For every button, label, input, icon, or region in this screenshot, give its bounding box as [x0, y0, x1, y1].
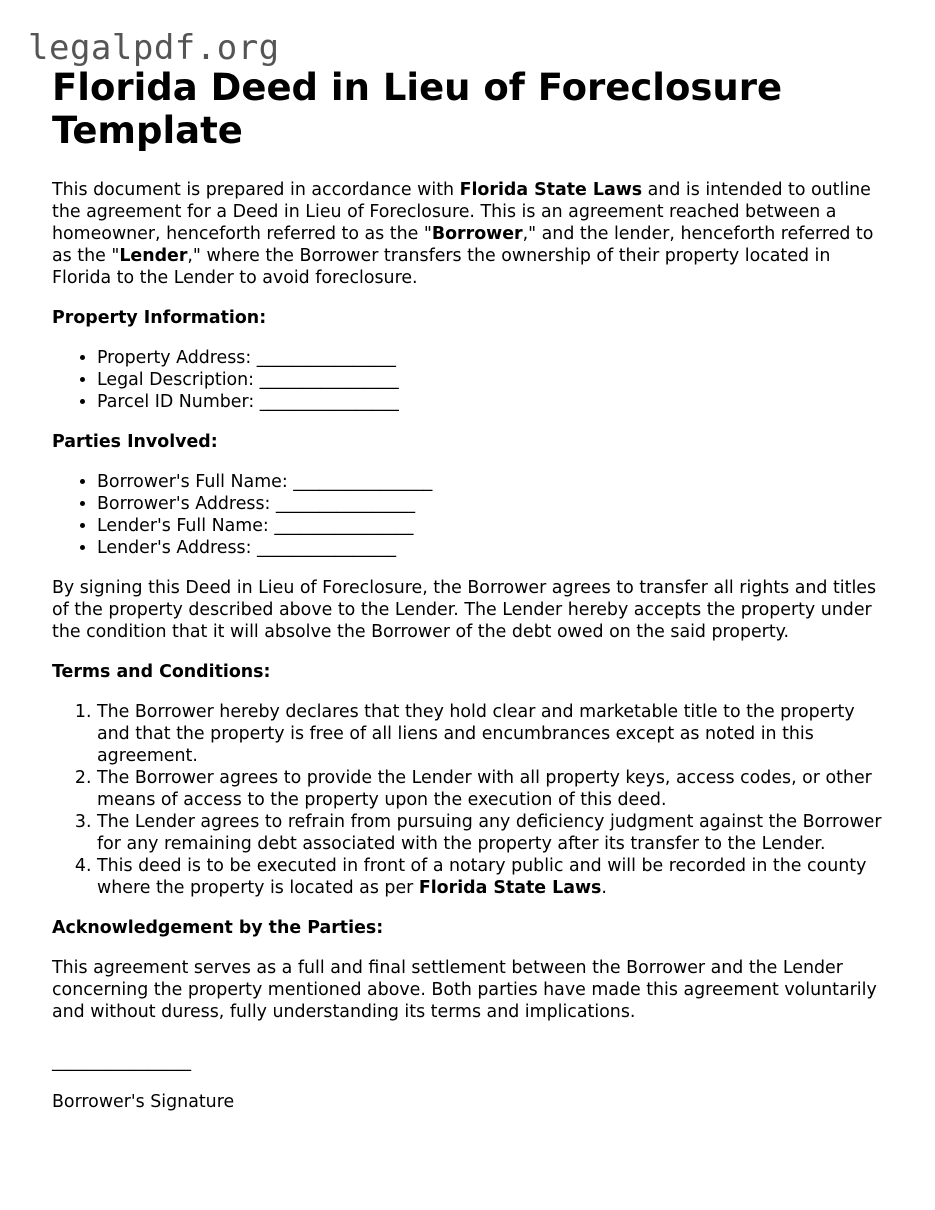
list-item: • Property Address: ________________ [97, 347, 892, 369]
list-item: • Lender's Full Name: ________________ [97, 515, 892, 537]
transfer-paragraph: By signing this Deed in Lieu of Foreclosure, the Borrower agrees to transfer all rights and titles of the property described above to the Lender. The Lender hereby accepts the property under the condition that it will absolve the Borrower of the debt owed on the said property. [52, 578, 877, 642]
list-item: • Parcel ID Number: ________________ [97, 391, 892, 413]
list-item: • Borrower's Full Name: ________________ [97, 471, 892, 493]
intro-text-1: This document is prepared in accordance with [52, 180, 460, 200]
terms-list [52, 701, 892, 899]
signature-label: Borrower's Signature [52, 1092, 235, 1112]
list-item: 1. The Borrower hereby declares that they hold clear and marketable title to the property and that the property is free of all liens and encumbrances except as noted in this agreement. [97, 701, 892, 767]
acknowledgement-paragraph: This agreement serves as a full and final settlement between the Borrower and the Lender concerning the property mentioned above. Both parties have made this agreement voluntarily and without duress, fully understanding its terms and implications. [52, 958, 877, 1022]
intro-text-2: and is intended to outline the agreement for a Deed in Lieu of Foreclosure. This is an agreement reached between a homeowner, henceforth referred to as the " [52, 180, 871, 244]
intro-text-3: ," and the lender, henceforth referred to as the " [52, 224, 874, 266]
list-item: • Legal Description: ________________ [97, 369, 892, 391]
parties-heading: Parties Involved: [52, 432, 218, 452]
term-4-bold-florida-laws: Florida State Laws [418, 878, 602, 898]
list-item: • Borrower's Address: ________________ [97, 493, 892, 515]
intro-bold-lender: Lender [119, 246, 188, 266]
intro-bold-florida-laws: Florida State Laws [459, 180, 643, 200]
term-4-text-1: This deed is to be executed in front of a notary public and will be recorded in the county where the property is located as per [97, 856, 867, 898]
intro-paragraph [52, 179, 892, 289]
property-info-heading: Property Information: [52, 308, 267, 328]
signature-line: ________________ [52, 1052, 192, 1072]
property-info-list [52, 347, 892, 413]
term-4-text-2: . [601, 878, 607, 898]
intro-text-4: ," where the Borrower transfers the ownership of their property located in Florida to the Lender to avoid foreclosure. [52, 246, 831, 288]
page-title: Florida Deed in Lieu of Foreclosure Template [52, 66, 783, 152]
acknowledgement-heading: Acknowledgement by the Parties: [52, 918, 384, 938]
list-item [97, 855, 892, 899]
document-page [52, 66, 892, 1113]
list-item: • Lender's Address: ________________ [97, 537, 892, 559]
parties-list [52, 471, 892, 559]
list-item: 2. The Borrower agrees to provide the Lender with all property keys, access codes, or other means of access to the property upon the execution of this deed. [97, 767, 892, 811]
list-item: 3. The Lender agrees to refrain from pursuing any deficiency judgment against the Borrower for any remaining debt associated with the property after its transfer to the Lender. [97, 811, 892, 855]
terms-heading: Terms and Conditions: [52, 662, 271, 682]
intro-bold-borrower: Borrower [431, 224, 523, 244]
watermark-logo: legalpdf.org [28, 28, 280, 68]
